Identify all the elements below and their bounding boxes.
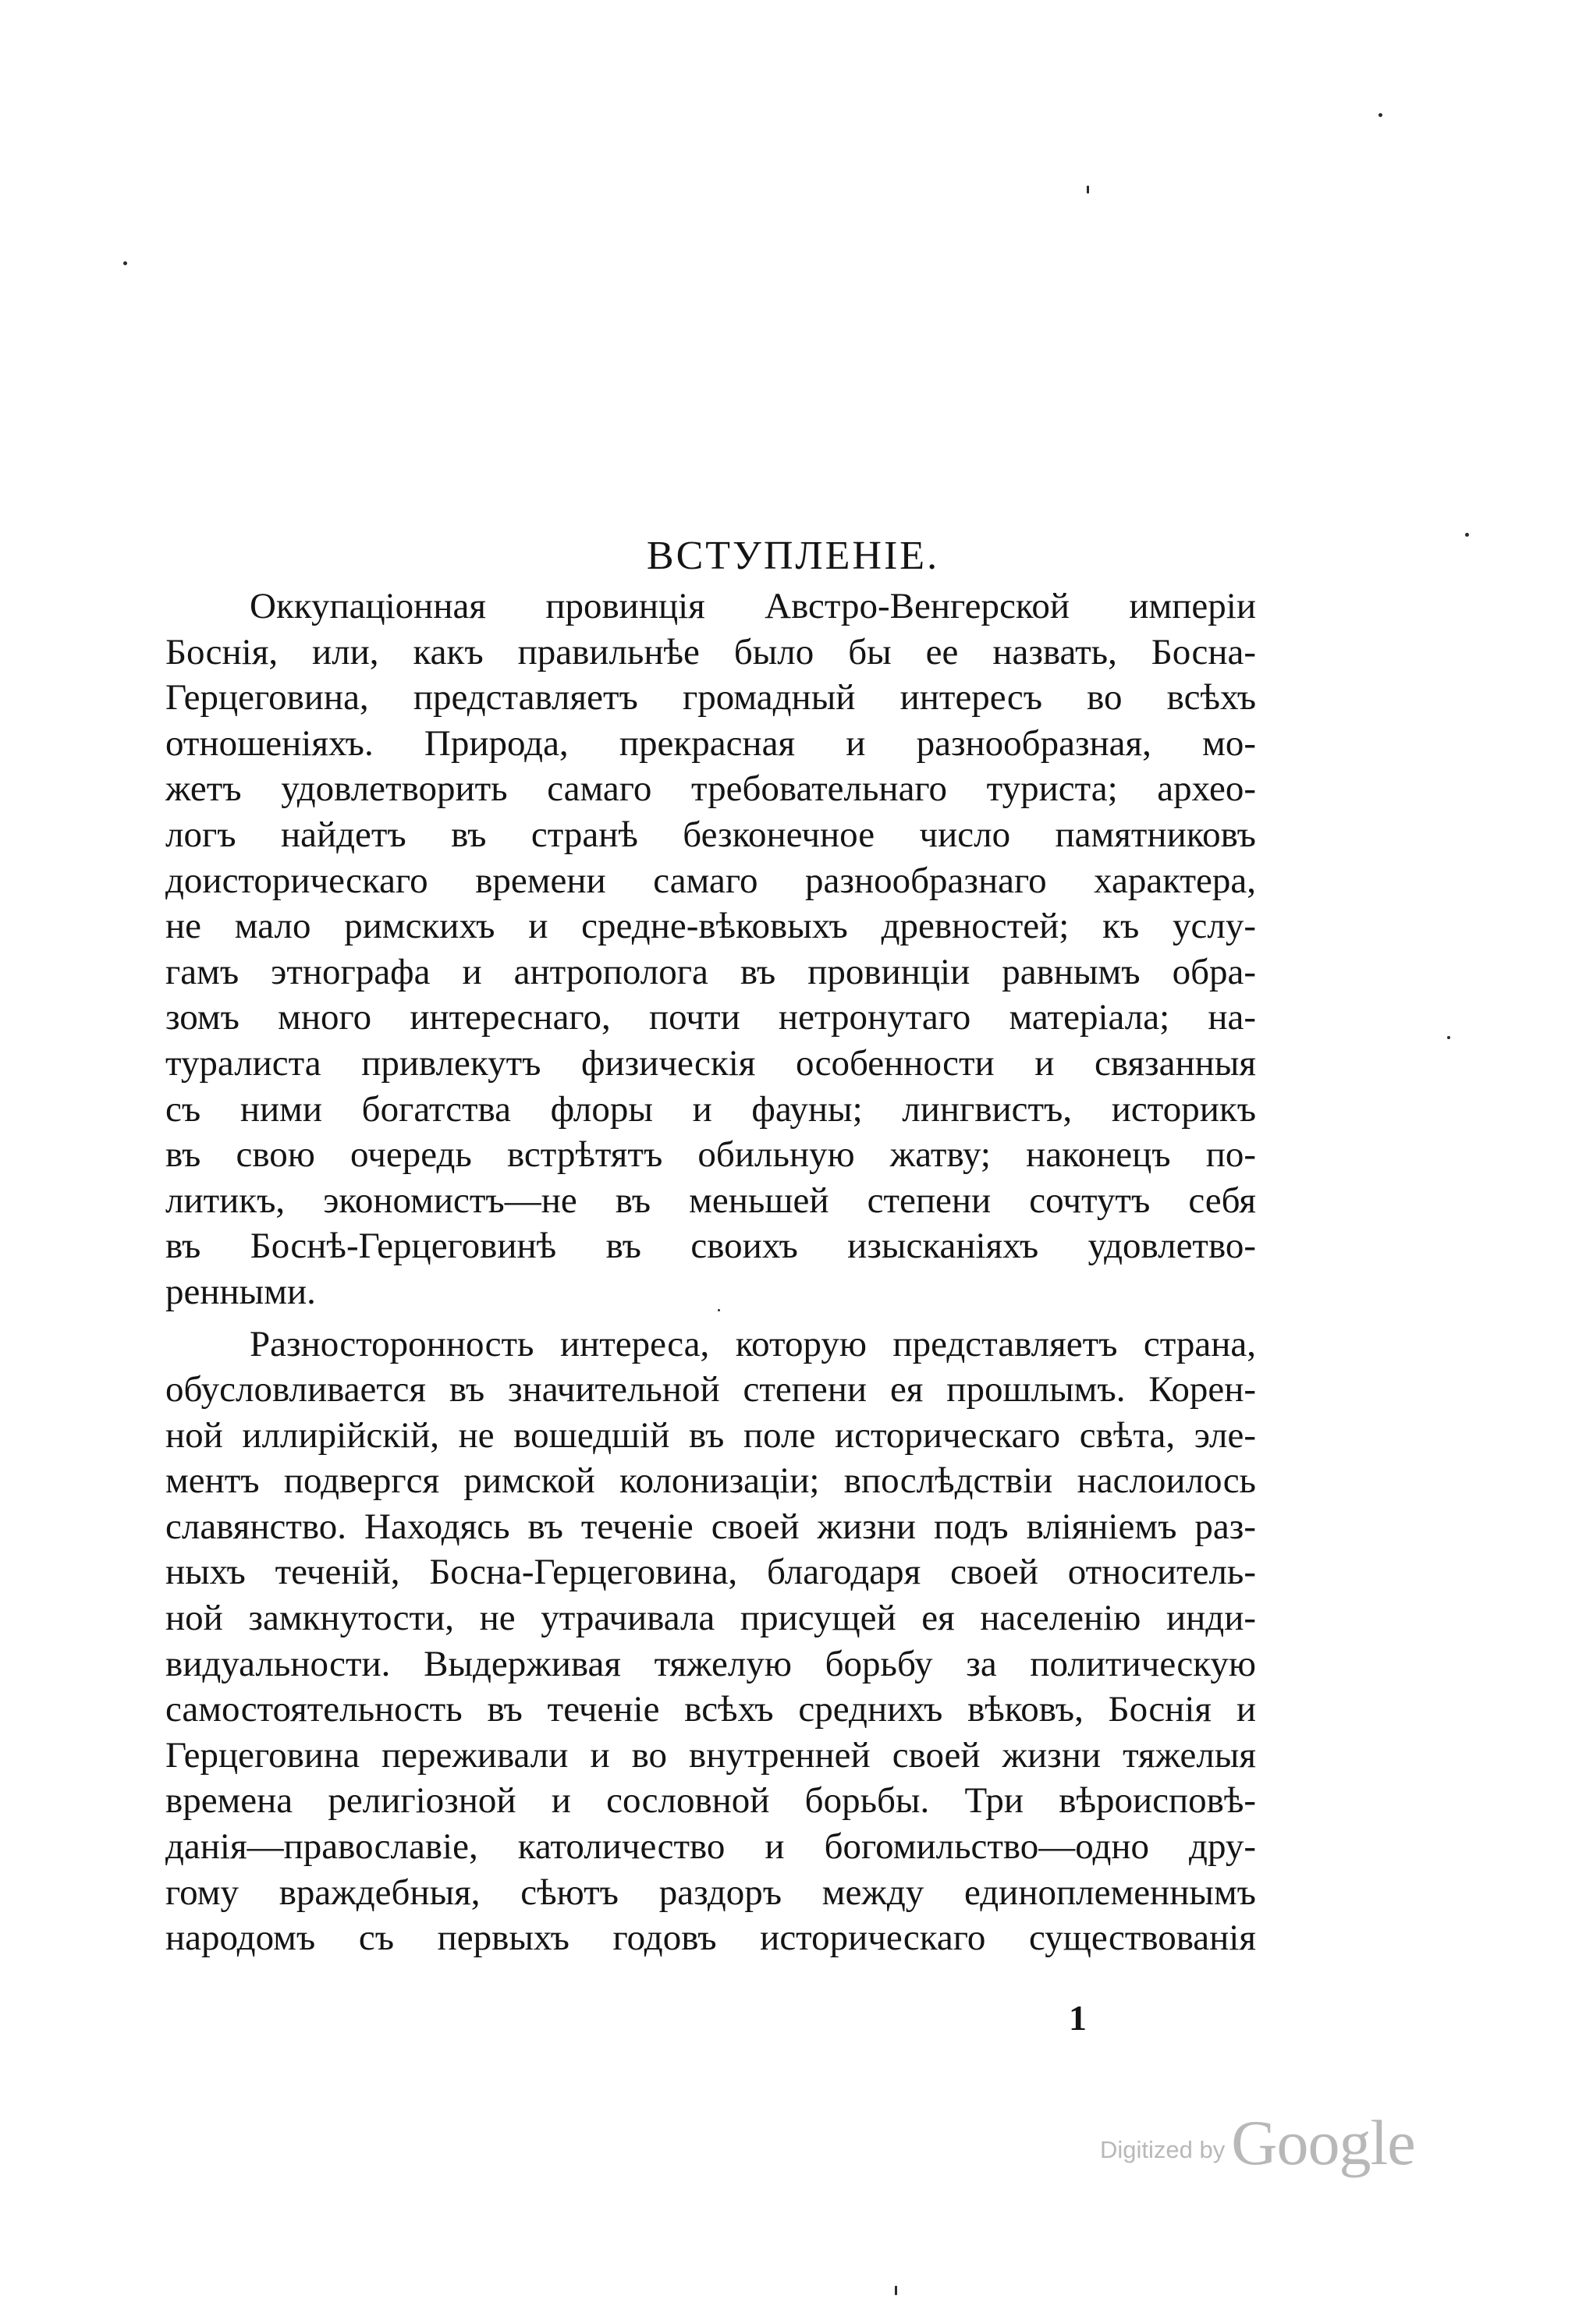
- text-line: логъ найдетъ въ странѣ безконечное число памятниковъ: [165, 814, 1256, 855]
- text-line: доисторическаго времени самаго разнообразнаго характера,: [165, 860, 1256, 901]
- body-text: [165, 584, 1256, 1961]
- text-line: Герцеговина, представляетъ громадный интересъ во всѣхъ: [165, 677, 1256, 718]
- text-line: славянство. Находясь въ теченіе своей жизни подъ вліяніемъ раз-: [165, 1506, 1256, 1547]
- text-line: не мало римскихъ и средне-вѣковыхъ древностей; къ услу-: [165, 906, 1256, 947]
- text-line: зомъ много интереснаго, почти нетронутаго матеріала; на-: [165, 997, 1256, 1038]
- scan-speck: [1465, 533, 1469, 537]
- text-line: ментъ подвергся римской колонизаціи; впослѣдствіи наслоилось: [165, 1460, 1256, 1502]
- text-line: ныхъ теченій, Босна-Герцеговина, благодаря своей относитель-: [165, 1552, 1256, 1593]
- text-line: Оккупаціонная провинція Австро-Венгерской имперіи: [250, 586, 1256, 626]
- scan-speck: [123, 261, 127, 265]
- google-logo: Google: [1231, 2107, 1415, 2178]
- text-line: данія—православіе, католичество и богомильство—одно дру-: [165, 1826, 1256, 1868]
- text-line: гому враждебныя, сѣютъ раздоръ между единоплеменнымъ: [165, 1872, 1256, 1913]
- watermark-prefix: Digitized by: [1100, 2136, 1226, 2163]
- paragraph-1: [165, 584, 1256, 1315]
- text-line: въ свою очередь встрѣтятъ обильную жатву; наконецъ по-: [165, 1134, 1256, 1176]
- text-line: ной замкнутости, не утрачивала присущей ея населенію инди-: [165, 1598, 1256, 1639]
- text-line: съ ними богатства флоры и фауны; лингвистъ, историкъ: [165, 1088, 1256, 1130]
- text-line: литикъ, экономистъ—не въ меньшей степени сочтутъ себя: [165, 1180, 1256, 1221]
- text-line: ренными.: [165, 1271, 316, 1312]
- text-line: ной иллирійскій, не вошедшій въ поле историческаго свѣта, эле-: [165, 1414, 1256, 1456]
- text-line: обусловливается въ значительной степени ея прошлымъ. Корен-: [165, 1369, 1256, 1410]
- text-line: Герцеговина переживали и во внутренней своей жизни тяжелыя: [165, 1734, 1256, 1776]
- page-number: 1: [1069, 1998, 1087, 2038]
- text-line: времена религіозной и сословной борьбы. Три вѣроисповѣ-: [165, 1780, 1256, 1822]
- text-line: туралиста привлекутъ физическія особенности и связанныя: [165, 1042, 1256, 1084]
- text-line: въ Боснѣ-Герцеговинѣ въ своихъ изысканіяхъ удовлетво-: [165, 1226, 1256, 1267]
- text-line: Боснія, или, какъ правильнѣе было бы ее назвать, Босна-: [165, 631, 1256, 672]
- text-line: жетъ удовлетворить самаго требовательнаго туриста; археo-: [165, 768, 1256, 810]
- text-line: Разносторонность интереса, которую представляетъ страна,: [250, 1323, 1256, 1364]
- scan-speck: [895, 2286, 897, 2295]
- paragraph-2: [165, 1322, 1256, 1961]
- digitized-by-google-watermark: [1100, 2106, 1415, 2180]
- scan-speck: [1447, 1036, 1450, 1039]
- text-line: народомъ съ первыхъ годовъ историческаго существованія: [165, 1918, 1256, 1959]
- scan-speck: [1378, 113, 1382, 117]
- chapter-title: ВСТУПЛЕНІЕ.: [646, 533, 940, 578]
- text-line: видуальности. Выдерживая тяжелую борьбу за политическую: [165, 1643, 1256, 1684]
- text-line: гамъ этнографа и антрополога въ провинціи равнымъ обра-: [165, 951, 1256, 992]
- scan-speck: [718, 1309, 720, 1311]
- text-line: самостоятельность въ теченіе всѣхъ среднихъ вѣковъ, Боснія и: [165, 1689, 1256, 1730]
- text-line: отношеніяхъ. Природа, прекрасная и разнообразная, мо-: [165, 722, 1256, 764]
- scan-speck: [1087, 186, 1089, 193]
